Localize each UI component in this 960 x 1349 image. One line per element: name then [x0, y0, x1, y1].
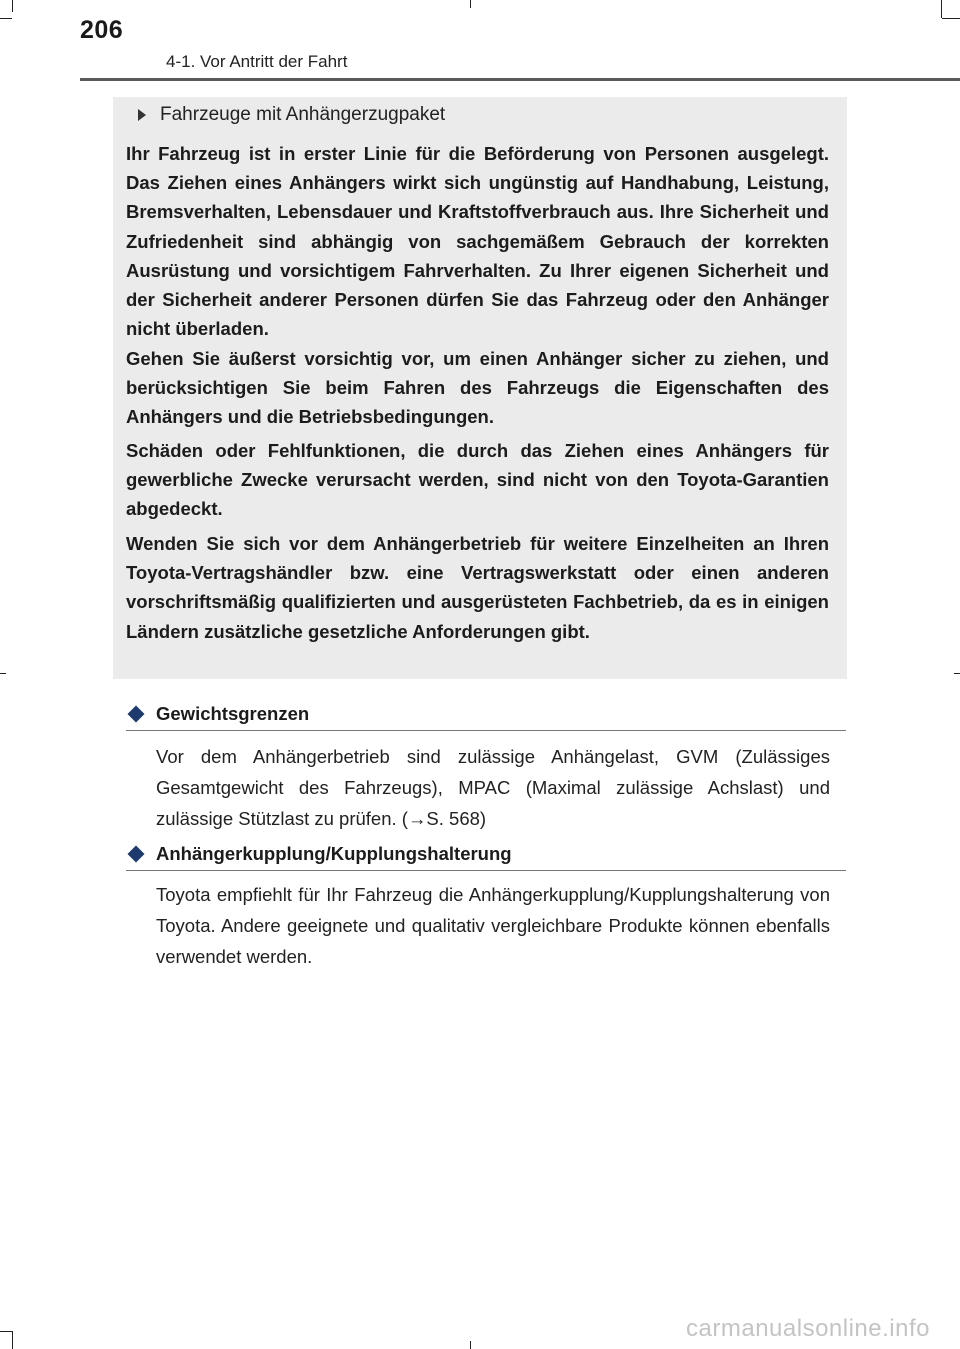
note-paragraph-4: Wenden Sie sich vor dem Anhängerbetrieb für weitere Einzelheiten an Ihren Toyota-Vertragshändler bzw. eine Vertragswerkstatt oder einen anderen vorschriftsmäßig qualifizierten und ausgerüsteten Fachbetrieb, da es in einigen Ländern zusätzliche gesetzliche Anforderungen gibt.: [126, 533, 829, 642]
note-paragraph-1: Ihr Fahrzeug ist in erster Linie für die Beförderung von Personen ausgelegt. Das Ziehen eines Anhängers wirkt sich ungünstig auf Handhabung, Leistung, Bremsverhalten, Lebensdauer und Kraftstoffverbrauch aus. Ihre Sicherheit und Zufriedenheit sind abhängig von sachgemäßem Gebrauch der korrekten Ausrüstung und vorsichtigem Fahrverhalten. Zu Ihrer eigenen Sicherheit und der Sicherheit anderer Personen dürfen Sie das Fahrzeug oder den Anhänger nicht überladen.: [126, 143, 829, 340]
diamond-bullet-icon: [128, 846, 145, 863]
crop-mark: [470, 0, 471, 8]
crop-mark: [954, 673, 960, 674]
page-number: 206: [80, 16, 124, 44]
crop-mark: [942, 18, 960, 19]
diamond-bullet-icon: [128, 706, 145, 723]
section-title-text: Anhängerkupplung/Kupplungshalterung: [156, 843, 512, 864]
crop-mark: [0, 18, 12, 19]
crop-mark: [941, 0, 942, 18]
crop-mark: [12, 1331, 13, 1349]
note-paragraph-2: Gehen Sie äußerst vorsichtig vor, um einen Anhänger sicher zu ziehen, und berücksichtigen Sie beim Fahren des Fahrzeugs die Eigenschaften des Anhängers und die Betriebsbedingungen.: [126, 348, 829, 428]
section-title-text: Gewichtsgrenzen: [156, 703, 310, 724]
section-divider: [126, 870, 846, 871]
chapter-reference: 4-1. Vor Antritt der Fahrt: [166, 52, 348, 71]
crop-mark: [470, 1341, 471, 1349]
section-body-weight: Vor dem Anhängerbetrieb sind zulässige Anhängelast, GVM (Zulässiges Gesamtgewicht des Fahrzeugs), MPAC (Maximal zulässige Achslast) und zulässige Stützlast zu prüfen. (→S. 568): [156, 746, 830, 829]
section-body-coupling: Toyota empfiehlt für Ihr Fahrzeug die Anhängerkupplung/Kupplungshalterung von Toyota. Andere geeignete und qualitativ vergleichbare Produkte können ebenfalls verwendet werden.: [156, 884, 830, 967]
triangle-bullet-icon: [138, 109, 146, 121]
section-heading-weight: [126, 699, 846, 729]
header-divider: [80, 78, 960, 81]
note-box-heading-text: Fahrzeuge mit Anhängerzugpaket: [160, 104, 446, 125]
note-box-heading: [138, 104, 828, 126]
watermark: carmanualsonline.info: [686, 1315, 930, 1342]
crop-mark: [12, 0, 13, 12]
note-paragraph-3: Schäden oder Fehlfunktionen, die durch das Ziehen eines Anhängers für gewerbliche Zwecke verursacht werden, sind nicht von den Toyota-Garantien abgedeckt.: [126, 440, 829, 520]
section-heading-coupling: [126, 839, 846, 869]
section-divider: [126, 730, 846, 731]
crop-mark: [0, 1331, 12, 1332]
crop-mark: [0, 673, 6, 674]
